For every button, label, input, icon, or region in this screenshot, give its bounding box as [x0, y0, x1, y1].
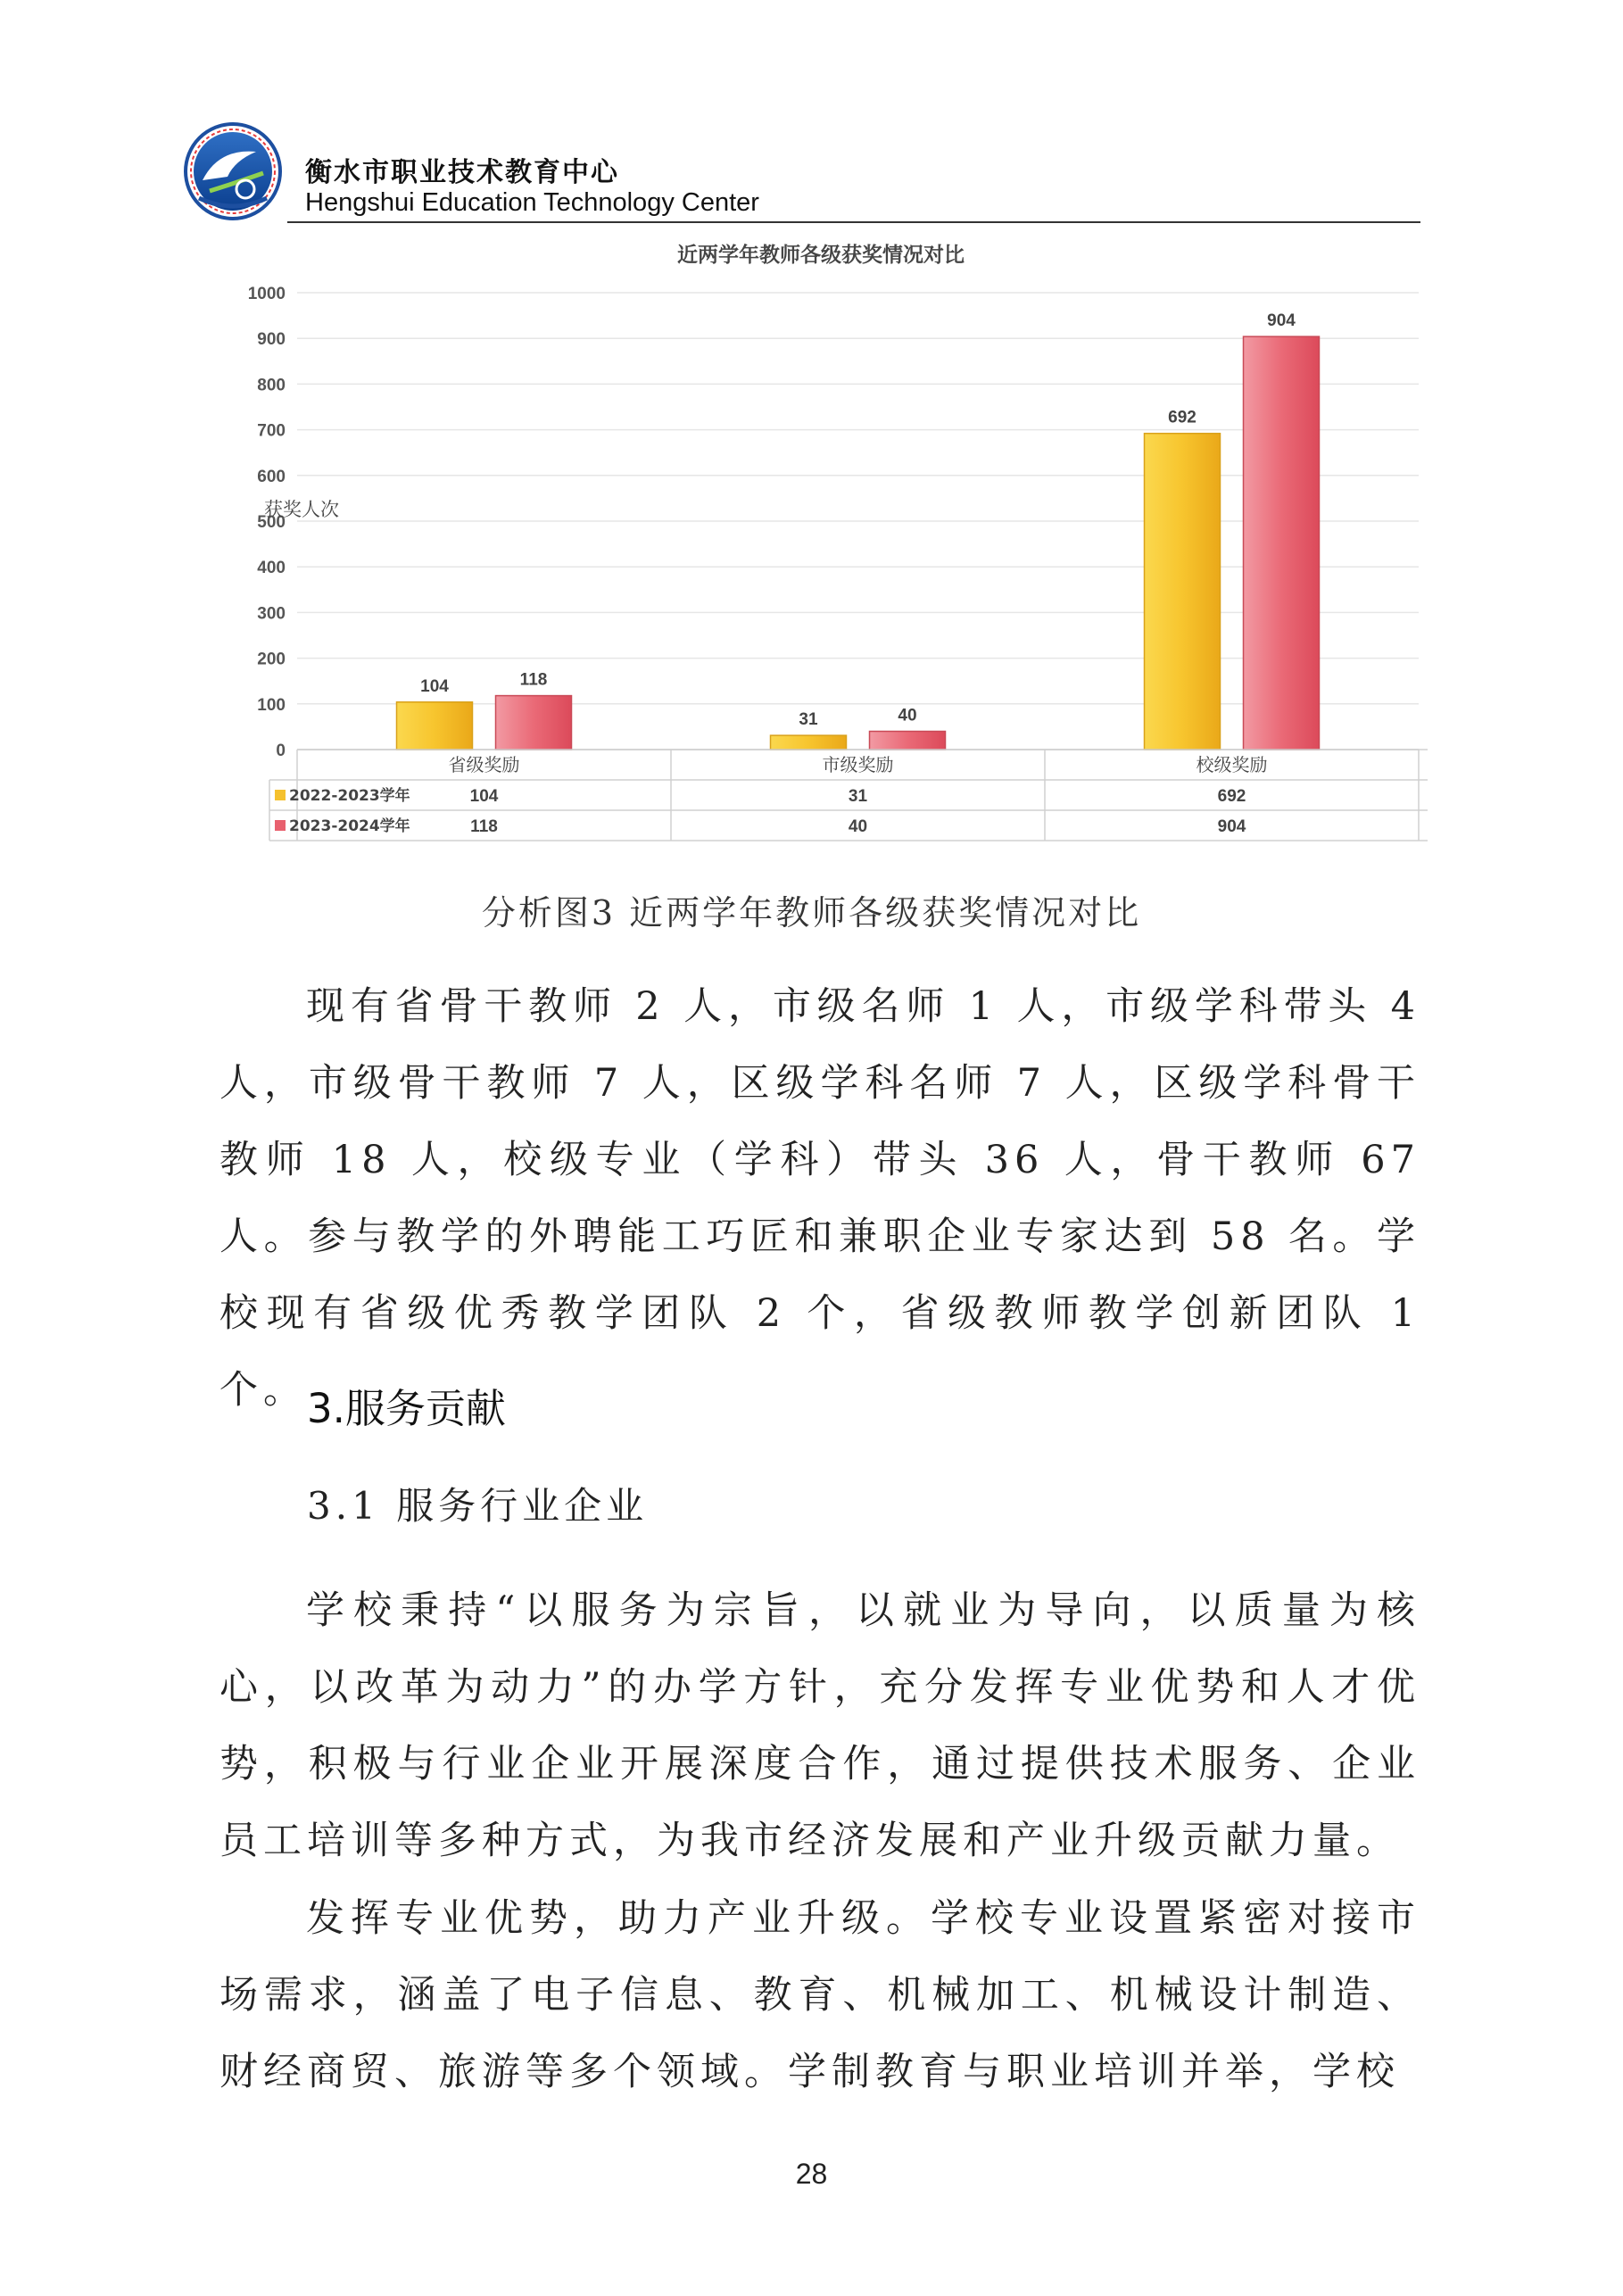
page-number: 28: [795, 2158, 828, 2190]
y-tick-label: 400: [257, 559, 286, 578]
table-value: 40: [848, 817, 868, 836]
header-divider: [287, 221, 1420, 223]
bar: [496, 696, 572, 750]
y-tick-label: 1000: [247, 285, 286, 303]
paragraph-service: 学校秉持“以服务为宗旨，以就业为导向，以质量为核心，以改革为动力”的办学方针，充分发挥专业优势和人才优势，积极与行业企业开展深度合作，通过提供技术服务、企业员工培训等多种方式，为我市经济发展和产业升级贡献力量。: [219, 1588, 1420, 1863]
header-org-name-cn: 衡水市职业技术教育中心: [305, 157, 619, 188]
table-value: 692: [1217, 787, 1246, 806]
y-tick-label: 600: [257, 467, 286, 486]
header-org-name-en: Hengshui Education Technology Center: [305, 188, 759, 217]
bar: [1145, 434, 1221, 750]
y-tick-label: 0: [276, 742, 286, 760]
y-tick-label: 200: [257, 650, 286, 669]
y-tick-label: 700: [257, 421, 286, 441]
legend-swatch: [275, 820, 286, 831]
bar: [870, 732, 946, 750]
x-category-label: 省级奖励: [448, 754, 520, 775]
award-comparison-chart: [247, 228, 1428, 852]
table-value: 904: [1217, 817, 1246, 836]
table-value: 118: [470, 817, 498, 836]
x-category-label: 校级奖励: [1196, 754, 1268, 775]
chart-data-table: [269, 750, 1428, 841]
y-tick-label: 300: [257, 604, 286, 624]
bar-data-label: 692: [1168, 408, 1197, 427]
table-value: 31: [848, 787, 868, 806]
paragraph-teachers: 现有省骨干教师 2 人，市级名师 1 人，市级学科带头 4 人，市级骨干教师 7 人，区级学科名师 7 人，区级学科骨干教师 18 人，校级专业（学科）带头 36 人，骨干教师 67 人。参与教学的外聘能工巧匠和兼职企业专家达到 58 名。学校现有省级优秀教学团队 2 个，省级教师教学创新团队 1 个。: [219, 984, 1420, 1413]
bar: [397, 702, 473, 750]
chart-y-axis-label: 获奖人次: [264, 499, 339, 520]
y-tick-label: 800: [257, 376, 286, 395]
table-value: 104: [469, 787, 499, 806]
legend-series-label: 2022-2023学年: [289, 787, 410, 805]
paragraph-advantage: 发挥专业优势，助力产业升级。学校专业设置紧密对接市场需求，涵盖了电子信息、教育、机械加工、机械设计制造、财经商贸、旅游等多个领域。学制教育与职业培训并举，学校: [219, 1896, 1420, 2094]
bar-data-label: 40: [898, 706, 917, 725]
bar-data-label: 904: [1267, 311, 1296, 331]
bar: [1244, 336, 1320, 750]
y-tick-label: 100: [257, 695, 286, 715]
bar-data-label: 104: [420, 676, 449, 696]
legend-series-label: 2023-2024学年: [289, 817, 410, 835]
y-tick-label: 900: [257, 330, 286, 350]
section-heading-service: 3.服务贡献: [307, 1385, 506, 1432]
subsection-heading-industry: 3.1 服务行业企业: [307, 1484, 649, 1528]
chart-y-tick-labels: [248, 285, 286, 760]
y-tick-label: 500: [257, 513, 286, 532]
legend-swatch: [275, 790, 286, 800]
chart-title: 近两学年教师各级获奖情况对比: [677, 243, 965, 267]
school-logo: [183, 121, 283, 221]
bar-data-label: 31: [799, 710, 818, 730]
bar: [771, 735, 847, 750]
x-category-label: 市级奖励: [822, 754, 894, 775]
figure-caption: 分析图3 近两学年教师各级获奖情况对比: [481, 893, 1142, 932]
bar-data-label: 118: [519, 670, 548, 690]
